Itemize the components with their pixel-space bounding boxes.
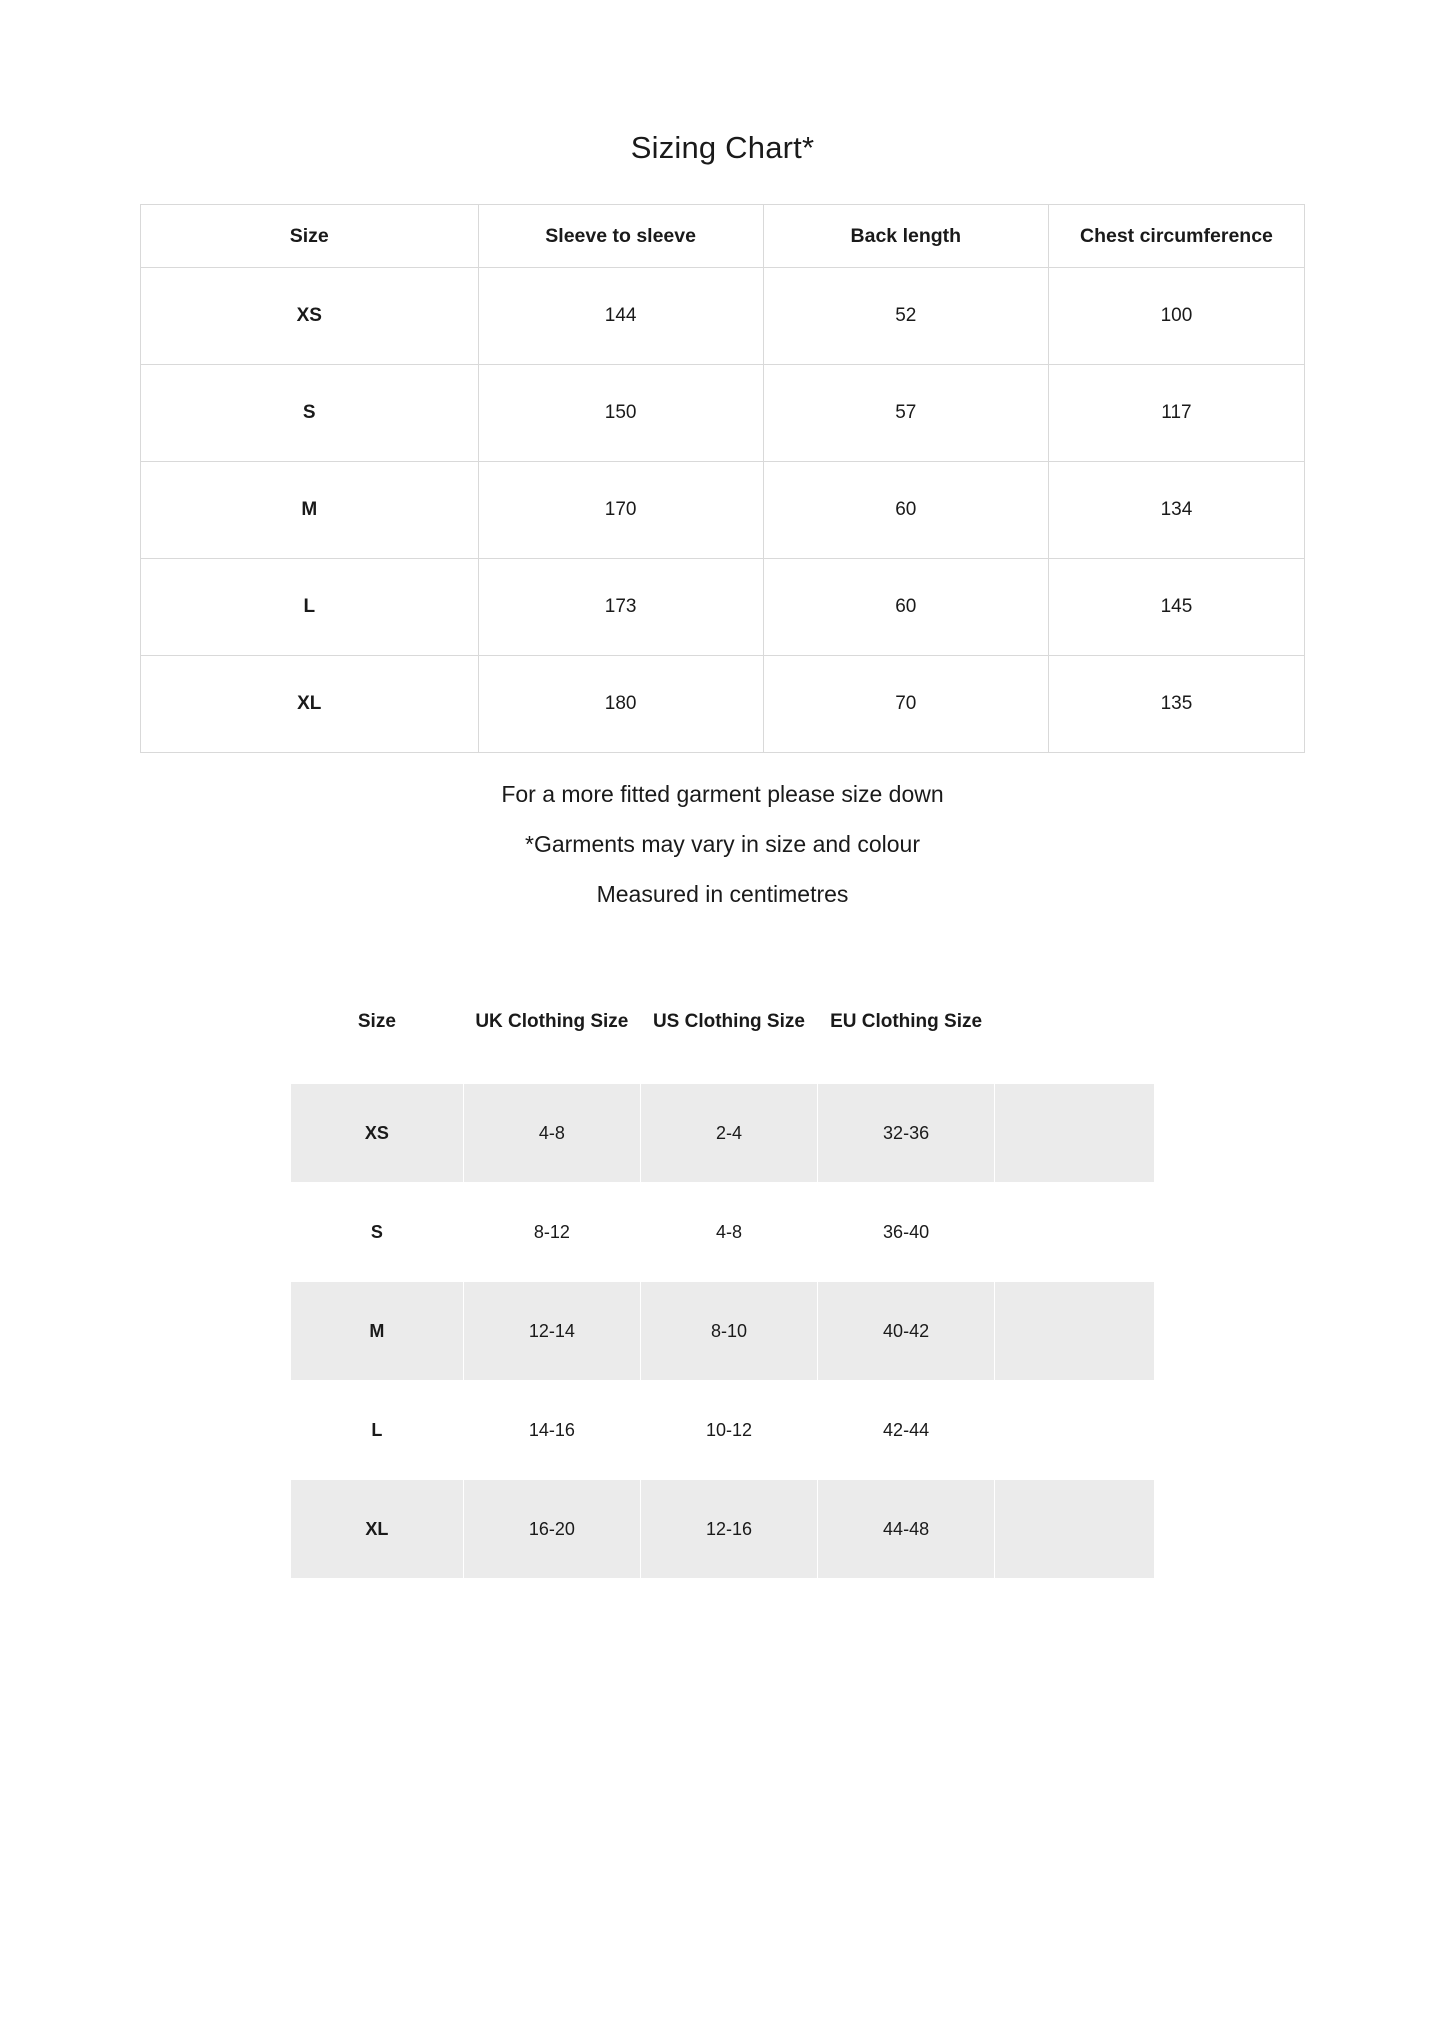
cell-sleeve-to-sleeve: 150 <box>478 365 763 462</box>
cell-sleeve-to-sleeve: 144 <box>478 268 763 365</box>
cell-size: XL <box>141 656 479 753</box>
cell-us-size: 12-16 <box>640 1480 817 1579</box>
table-row <box>141 559 1305 656</box>
cell-uk-size: 12-14 <box>463 1282 640 1381</box>
cell-us-size: 4-8 <box>640 1183 817 1282</box>
cell-empty <box>995 1480 1155 1579</box>
table-row <box>291 1282 1155 1381</box>
cell-sleeve-to-sleeve: 173 <box>478 559 763 656</box>
cell-us-size: 2-4 <box>640 1084 817 1183</box>
cell-back-length: 60 <box>763 462 1048 559</box>
cell-chest-circumference: 100 <box>1048 268 1304 365</box>
cell-chest-circumference: 135 <box>1048 656 1304 753</box>
cell-uk-size: 4-8 <box>463 1084 640 1183</box>
conversion-table-container <box>290 960 1155 1579</box>
column-header-eu-clothing-size: EU Clothing Size <box>818 961 995 1084</box>
cell-size: S <box>141 365 479 462</box>
table-row <box>291 1183 1155 1282</box>
table-header-row <box>141 205 1305 268</box>
column-header-chest-circumference: Chest circumference <box>1048 205 1304 268</box>
table-row <box>141 268 1305 365</box>
note-variation: *Garments may vary in size and colour <box>525 831 920 857</box>
cell-us-size: 10-12 <box>640 1381 817 1480</box>
table-row <box>141 656 1305 753</box>
column-header-back-length: Back length <box>763 205 1048 268</box>
cell-uk-size: 14-16 <box>463 1381 640 1480</box>
column-header-size: Size <box>141 205 479 268</box>
cell-back-length: 70 <box>763 656 1048 753</box>
cell-size: S <box>291 1183 464 1282</box>
table-row <box>291 1480 1155 1579</box>
note-units: Measured in centimetres <box>596 881 849 907</box>
cell-size: M <box>141 462 479 559</box>
cell-eu-size: 40-42 <box>818 1282 995 1381</box>
note-size-down: For a more fitted garment please size down <box>501 781 944 807</box>
cell-size: L <box>141 559 479 656</box>
cell-chest-circumference: 134 <box>1048 462 1304 559</box>
cell-us-size: 8-10 <box>640 1282 817 1381</box>
cell-chest-circumference: 145 <box>1048 559 1304 656</box>
cell-sleeve-to-sleeve: 170 <box>478 462 763 559</box>
cell-back-length: 57 <box>763 365 1048 462</box>
cell-empty <box>995 1084 1155 1183</box>
cell-size: XS <box>141 268 479 365</box>
cell-empty <box>995 1381 1155 1480</box>
page-title: Sizing Chart* <box>630 130 815 165</box>
cell-size: XS <box>291 1084 464 1183</box>
column-header-size: Size <box>291 961 464 1084</box>
measurements-table <box>140 204 1305 753</box>
cell-size: M <box>291 1282 464 1381</box>
notes-section <box>0 783 1445 906</box>
cell-uk-size: 8-12 <box>463 1183 640 1282</box>
measurements-table-container <box>140 204 1305 753</box>
cell-size: XL <box>291 1480 464 1579</box>
cell-eu-size: 42-44 <box>818 1381 995 1480</box>
column-header-uk-clothing-size: UK Clothing Size <box>463 961 640 1084</box>
column-header-empty <box>995 961 1155 1084</box>
column-header-sleeve-to-sleeve: Sleeve to sleeve <box>478 205 763 268</box>
cell-back-length: 52 <box>763 268 1048 365</box>
table-header-row <box>291 961 1155 1084</box>
table-row <box>141 462 1305 559</box>
cell-empty <box>995 1183 1155 1282</box>
conversion-table <box>290 960 1155 1579</box>
table-row <box>291 1381 1155 1480</box>
cell-empty <box>995 1282 1155 1381</box>
cell-eu-size: 36-40 <box>818 1183 995 1282</box>
cell-back-length: 60 <box>763 559 1048 656</box>
cell-uk-size: 16-20 <box>463 1480 640 1579</box>
cell-sleeve-to-sleeve: 180 <box>478 656 763 753</box>
table-row <box>291 1084 1155 1183</box>
cell-size: L <box>291 1381 464 1480</box>
cell-eu-size: 44-48 <box>818 1480 995 1579</box>
cell-chest-circumference: 117 <box>1048 365 1304 462</box>
cell-eu-size: 32-36 <box>818 1084 995 1183</box>
table-row <box>141 365 1305 462</box>
column-header-us-clothing-size: US Clothing Size <box>640 961 817 1084</box>
